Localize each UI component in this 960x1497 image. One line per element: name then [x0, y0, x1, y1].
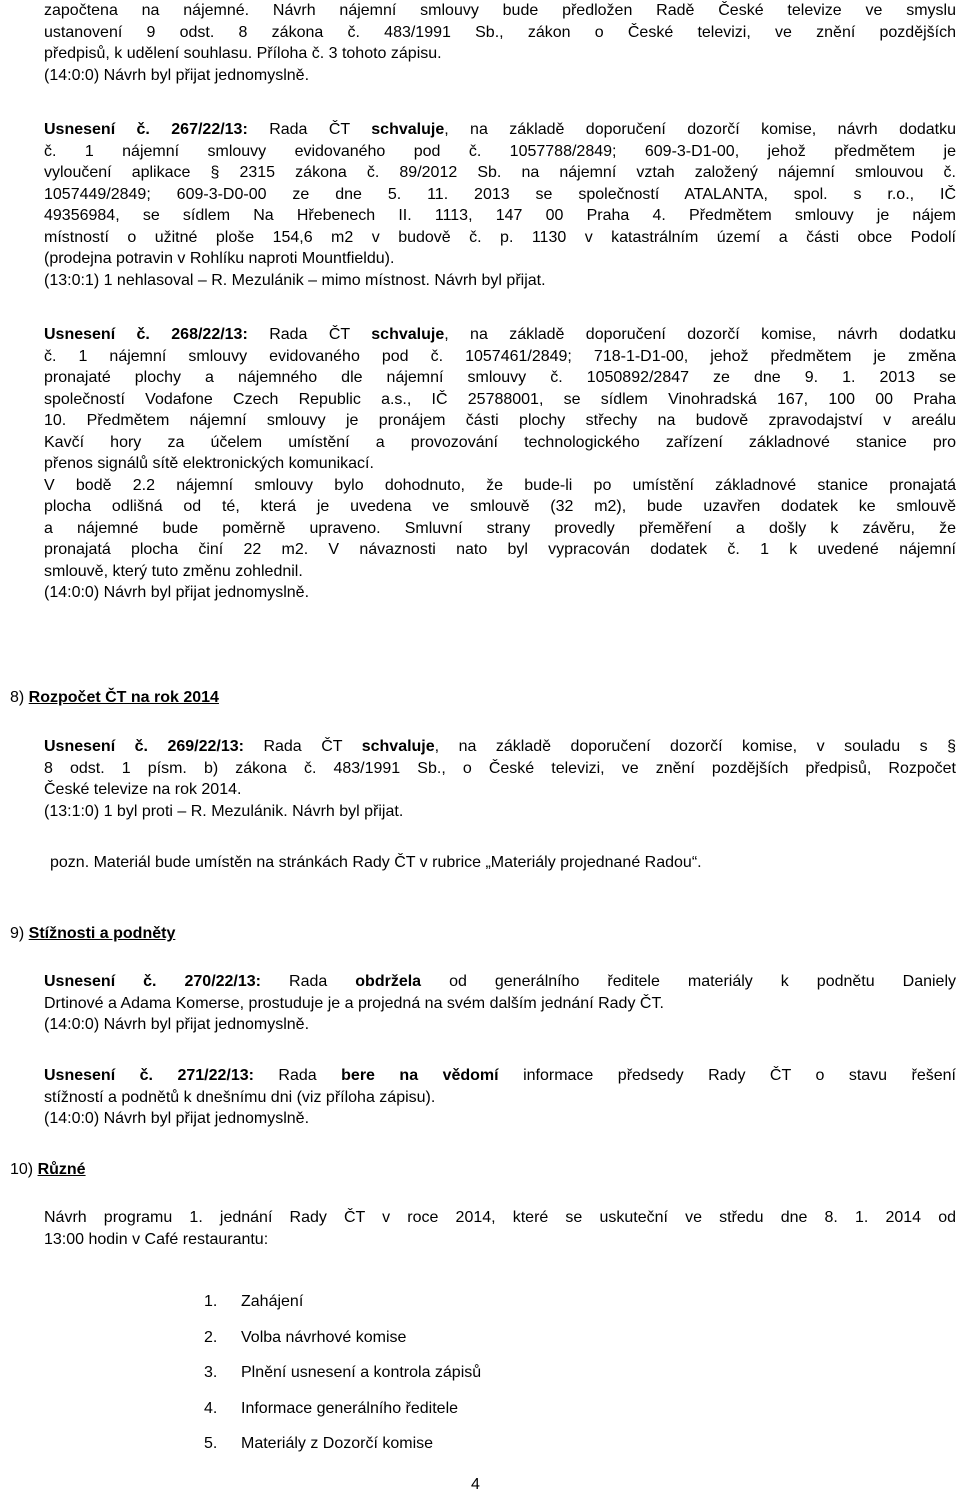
vote-result: (14:0:0) Návrh byl přijat jednomyslně. — [44, 1016, 310, 1033]
resolution-verb: obdržela — [355, 973, 422, 990]
list-item-text: Plnění usnesení a kontrola zápisů — [241, 1364, 482, 1381]
resolution-text: , na základě doporučení dozorčí komise, návrh dodatku — [444, 121, 957, 138]
resolution-line: 49356984, se sídlem Na Hřebenech II. 1113, 147 00 Praha 4. Předmětem smlouvy je nájem — [44, 207, 956, 224]
resolution-line: vyloučení aplikace § 2315 zákona č. 89/2012 Sb. na nájemní vztah založený nájemní smlouvou č. — [44, 164, 956, 181]
program-line: Návrh programu 1. jednání Rady ČT v roce 2014, které se uskuteční ve středu dne 8. 1. 2014 od — [44, 1209, 956, 1226]
resolution-first-line — [44, 119, 956, 141]
note-text: pozn. Materiál bude umístěn na stránkách Rady ČT v rubrice „Materiály projednané Radou“. — [50, 854, 702, 871]
resolution-label: Usnesení č. 267/22/13: — [44, 121, 248, 138]
resolution-verb: schvaluje — [371, 326, 445, 343]
intro-line: předpisů, k udělení souhlasu. Příloha č. 3 tohoto zápisu. — [44, 45, 442, 62]
resolution-text: informace předsedy Rady ČT o stavu řešení — [498, 1067, 956, 1084]
resolution-first-line — [44, 736, 956, 758]
list-item — [204, 1362, 481, 1398]
resolution-line: a nájemné bude poměrně upraveno. Smluvní strany provedly přeměření a došly k závěru, že — [44, 519, 956, 537]
resolution-line: 1057449/2849; 609-3-D0-00 ze dne 5. 11. 2013 se společností ATALANTA, spol. s r.o., IČ — [44, 185, 956, 203]
resolution-line: České televize na rok 2014. — [44, 781, 242, 798]
section-title: Různé — [37, 1161, 86, 1178]
vote-result: (14:0:0) Návrh byl přijat jednomyslně. — [44, 66, 310, 84]
resolution-line: Kavčí hory za účelem umístění a provozování technologického zařízení základnové stanice pro — [44, 433, 956, 451]
list-item-text: Zahájení — [241, 1293, 304, 1310]
intro-line: ustanovení 9 odst. 8 zákona č. 483/1991 Sb., zákon o České televizi, ve znění pozdějších — [44, 23, 956, 41]
resolution-line: 8 odst. 1 písm. b) zákona č. 483/1991 Sb., o České televizi, ve znění pozdějších předpisů, Rozpočet — [44, 759, 956, 777]
resolution-line: společností Vodafone Czech Republic a.s., IČ 25788001, se sídlem Vinohradská 167, 100 00 Praha — [44, 390, 956, 408]
resolution-subject: Rada ČT — [247, 121, 372, 138]
list-item-text: Volba návrhové komise — [241, 1328, 407, 1346]
resolution-line: č. 1 nájemní smlouvy evidovaného pod č. 1057788/2849; 609-3-D1-00, jehož předmětem je — [44, 142, 956, 160]
resolution-line: plocha odlišná od té, která je uvedena ve smlouvě (32 m2), bude uzavřen dodatek ke smlouvě — [44, 498, 956, 515]
resolution-line: pronajatá plocha činí 22 m2. V návaznosti nato byl vypracován dodatek č. 1 k uvedené nájemní — [44, 541, 956, 558]
resolution-verb: schvaluje — [361, 738, 435, 755]
resolution-text: , na základě doporučení dozorčí komise, návrh dodatku — [444, 326, 957, 343]
section-heading-9 — [10, 923, 175, 945]
resolution-271 — [44, 1065, 956, 1130]
list-item-number: 5. — [204, 1435, 218, 1452]
list-item-number: 1. — [204, 1293, 218, 1310]
section-heading-8 — [10, 687, 219, 709]
section-heading-10 — [10, 1159, 86, 1181]
resolution-first-line — [44, 971, 956, 993]
resolution-270 — [44, 971, 956, 1036]
vote-result: (13:1:0) 1 byl proti – R. Mezulánik. Návrh byl přijat. — [44, 802, 404, 820]
resolution-verb: schvaluje — [371, 121, 445, 138]
resolution-line: smlouvě, který tuto změnu zohlednil. — [44, 562, 303, 580]
intro-paragraph — [44, 0, 956, 86]
list-item-number: 3. — [204, 1364, 218, 1381]
section-number: 9) — [10, 925, 29, 942]
list-item — [204, 1291, 481, 1327]
page-number: 4 — [471, 1476, 480, 1493]
resolution-line: (prodejna potravin v Rohlíku naproti Mountfieldu). — [44, 250, 395, 267]
resolution-line: místností o užitné ploše 154,6 m2 v budově č. p. 1130 v katastrálním území a části obce Podolí — [44, 228, 956, 246]
program-intro — [44, 1207, 956, 1250]
resolution-first-line — [44, 1065, 956, 1087]
section-title: Stížnosti a podněty — [28, 925, 176, 942]
resolution-line: 10. Předmětem nájemní smlouvy je pronájem části plochy střechy na budově zpravodajství v areálu — [44, 412, 956, 429]
resolution-line: V bodě 2.2 nájemní smlouvy bylo dohodnuto, že bude-li po umístění základnové stanice pronajatá — [44, 476, 956, 494]
vote-result: (14:0:0) Návrh byl přijat jednomyslně. — [44, 1110, 310, 1127]
vote-result: (13:0:1) 1 nehlasoval – R. Mezulánik – mimo místnost. Návrh byl přijat. — [44, 271, 546, 289]
resolution-line: č. 1 nájemní smlouvy evidovaného pod č. 1057461/2849; 718-1-D1-00, jehož předmětem je změna — [44, 347, 956, 365]
program-line: 13:00 hodin v Café restaurantu: — [44, 1230, 269, 1248]
list-item-number: 4. — [204, 1399, 218, 1417]
section-title: Rozpočet ČT na rok 2014 — [28, 689, 219, 706]
list-item — [204, 1398, 481, 1434]
list-item — [204, 1327, 481, 1363]
resolution-text: od generálního ředitele materiály k podnětu Daniely — [421, 973, 957, 990]
list-item-text: Informace generálního ředitele — [241, 1399, 459, 1417]
resolution-label: Usnesení č. 269/22/13: — [44, 738, 244, 755]
list-item-number: 2. — [204, 1328, 218, 1346]
section-number: 8) — [10, 689, 29, 706]
list-item — [204, 1433, 481, 1469]
resolution-first-line — [44, 324, 956, 346]
resolution-label: Usnesení č. 271/22/13: — [44, 1067, 254, 1084]
resolution-subject: Rada — [261, 973, 356, 990]
resolution-line: stížností a podnětů k dnešnímu dni (viz příloha zápisu). — [44, 1088, 436, 1106]
resolution-subject: Rada ČT — [247, 326, 372, 343]
resolution-line: pronajaté plochy a nájemného dle nájemní smlouvy č. 1050892/2847 ze dne 9. 1. 2013 se — [44, 369, 956, 386]
program-list — [204, 1291, 481, 1469]
intro-line: započtena na nájemné. Návrh nájemní smlouvy bude předložen Radě České televize ve smyslu — [44, 2, 956, 19]
list-item-text: Materiály z Dozorčí komise — [241, 1435, 434, 1452]
resolution-line: přenos signálů sítě elektronických komunikací. — [44, 455, 374, 472]
resolution-267 — [44, 119, 956, 291]
resolution-268 — [44, 324, 956, 604]
note — [50, 852, 960, 874]
resolution-subject: Rada — [253, 1067, 342, 1084]
resolution-line: Drtinové a Adama Komerse, prostuduje je a projedná na svém dalším jednání Rady ČT. — [44, 994, 664, 1012]
resolution-subject: Rada ČT — [243, 738, 362, 755]
resolution-label: Usnesení č. 268/22/13: — [44, 326, 248, 343]
section-number: 10) — [10, 1161, 38, 1178]
vote-result: (14:0:0) Návrh byl přijat jednomyslně. — [44, 584, 310, 601]
resolution-text: , na základě doporučení dozorčí komise, v souladu s § — [434, 738, 957, 755]
resolution-verb: bere na vědomí — [341, 1067, 499, 1084]
resolution-label: Usnesení č. 270/22/13: — [44, 973, 262, 990]
resolution-269 — [44, 736, 956, 822]
